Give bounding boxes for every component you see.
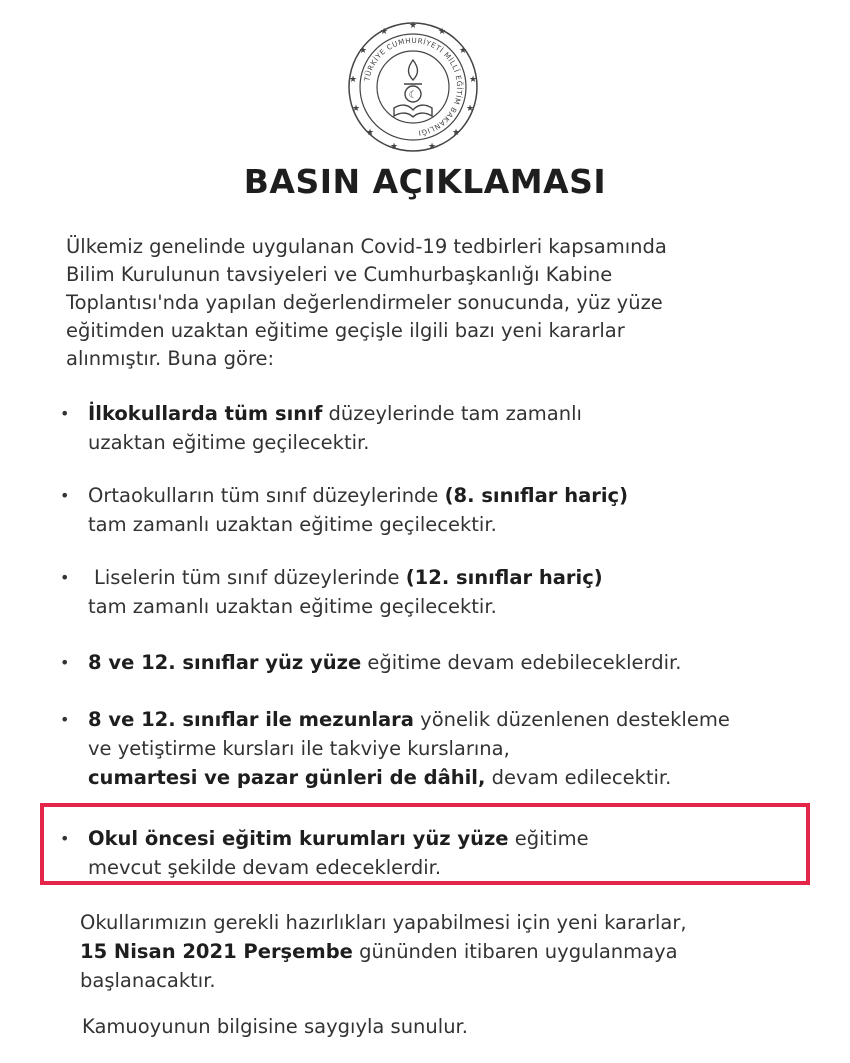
svg-text:★: ★ bbox=[351, 104, 361, 114]
bullet-dot: • bbox=[60, 486, 70, 505]
svg-text:★: ★ bbox=[348, 75, 358, 85]
svg-text:★: ★ bbox=[468, 75, 478, 85]
bold-text: (12. sınıflar hariç) bbox=[405, 566, 603, 589]
svg-text:★: ★ bbox=[451, 128, 461, 138]
bullet-item-middle-schools bbox=[60, 481, 628, 539]
svg-text:★: ★ bbox=[458, 46, 468, 56]
bold-date-text: 15 Nisan 2021 Perşembe bbox=[80, 940, 353, 963]
body-text: başlanacaktır. bbox=[80, 969, 216, 992]
svg-text:★: ★ bbox=[427, 142, 437, 152]
svg-text:★: ★ bbox=[437, 27, 447, 37]
intro-line: alınmıştır. Buna göre: bbox=[66, 347, 275, 370]
body-text: eğitime bbox=[508, 827, 589, 850]
body-text: uzaktan eğitime geçilecektir. bbox=[88, 431, 370, 454]
bullet-item-support-courses bbox=[60, 705, 730, 792]
bullet-dot: • bbox=[60, 710, 70, 729]
outro-paragraph bbox=[80, 908, 687, 995]
bold-text: 8 ve 12. sınıflar yüz yüze bbox=[88, 651, 362, 674]
bold-text: İlkokullarda tüm sınıf bbox=[88, 402, 323, 425]
svg-text:★: ★ bbox=[408, 21, 418, 31]
intro-paragraph bbox=[66, 233, 786, 373]
body-text: tam zamanlı uzaktan eğitime geçilecektir. bbox=[88, 513, 497, 536]
intro-line: Toplantısı'nda yapılan değerlendirmeler sonucunda, yüz yüze bbox=[66, 291, 663, 314]
body-text: Ortaokulların tüm sınıf düzeylerinde bbox=[88, 484, 445, 507]
body-text: ve yetiştirme kursları ile takviye kurslarına, bbox=[88, 737, 510, 760]
body-text: eğitime devam edebileceklerdir. bbox=[361, 651, 682, 674]
seal-ring-text: TÜRKİYE CUMHURİYETİ MİLLÎ EĞİTİM BAKANLIĞI bbox=[362, 35, 465, 138]
svg-text:★: ★ bbox=[465, 104, 475, 114]
body-text: mevcut şekilde devam edeceklerdir. bbox=[88, 856, 442, 879]
body-text: Okullarımızın gerekli hazırlıkları yapabilmesi için yeni kararlar, bbox=[80, 911, 687, 934]
svg-text:★: ★ bbox=[389, 142, 399, 152]
svg-text:☾: ☾ bbox=[408, 90, 418, 101]
bullet-dot: • bbox=[60, 568, 70, 587]
intro-line: eğitimden uzaktan eğitime geçişle ilgili bazı yeni kararlar bbox=[66, 319, 625, 342]
body-text: gününden itibaren uygulanmaya bbox=[352, 940, 678, 963]
intro-line: Bilim Kurulunun tavsiyeleri ve Cumhurbaşkanlığı Kabine bbox=[66, 263, 613, 286]
bullet-item-primary-schools bbox=[60, 399, 582, 457]
bullet-item-preschool bbox=[60, 824, 589, 882]
svg-text:★: ★ bbox=[379, 27, 389, 37]
svg-text:★: ★ bbox=[365, 128, 375, 138]
bullet-item-high-schools bbox=[60, 563, 603, 621]
bullet-dot: • bbox=[60, 653, 70, 672]
bullet-item-grade-8-12 bbox=[60, 648, 681, 677]
intro-line: Ülkemiz genelinde uygulanan Covid-19 tedbirleri kapsamında bbox=[66, 235, 667, 258]
bullet-dot: • bbox=[60, 404, 70, 423]
bullet-dot: • bbox=[60, 829, 70, 848]
body-text: düzeylerinde tam zamanlı bbox=[322, 402, 582, 425]
bold-text: cumartesi ve pazar günleri de dâhil, bbox=[88, 766, 486, 789]
bold-text: Okul öncesi eğitim kurumları yüz yüze bbox=[88, 827, 509, 850]
page-title: BASIN AÇIKLAMASI bbox=[243, 162, 607, 201]
ministry-seal-logo bbox=[346, 20, 480, 154]
bold-text: (8. sınıflar hariç) bbox=[444, 484, 629, 507]
body-text: tam zamanlı uzaktan eğitime geçilecektir. bbox=[88, 595, 497, 618]
body-text: devam edilecektir. bbox=[485, 766, 672, 789]
bold-text: 8 ve 12. sınıflar ile mezunlara bbox=[88, 708, 414, 731]
svg-text:★: ★ bbox=[358, 46, 368, 56]
closing-line: Kamuoyunun bilgisine saygıyla sunulur. bbox=[82, 1015, 468, 1038]
body-text: Liselerin tüm sınıf düzeylerinde bbox=[94, 566, 406, 589]
body-text: yönelik düzenlenen destekleme bbox=[413, 708, 730, 731]
